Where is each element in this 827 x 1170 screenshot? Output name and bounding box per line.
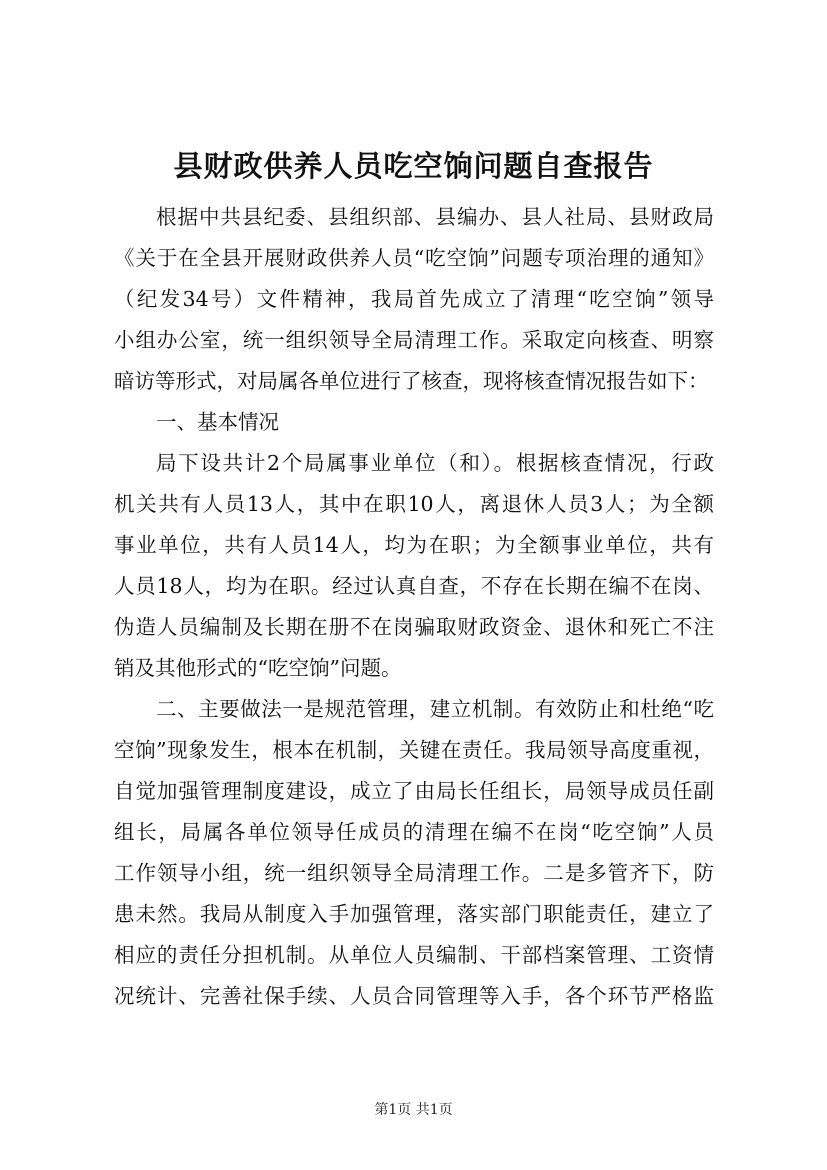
document-body (114, 197, 714, 1017)
text-line: 伪造人员编制及长期在册不在岗骗取财政资金、退休和死亡不注 (114, 615, 714, 639)
text-line: 工作领导小组，统一组织领导全局清理工作。二是多管齐下，防 (114, 861, 714, 885)
text-line: 二、主要做法一是规范管理，建立机制。有效防止和杜绝“吃 (156, 697, 714, 721)
text-line: 事业单位，共有人员14人，均为在职；为全额事业单位，共有 (114, 533, 714, 557)
text-line: 《关于在全县开展财政供养人员“吃空饷”问题专项治理的通知》 (114, 246, 714, 270)
text-line: 相应的责任分担机制。从单位人员编制、干部档案管理、工资情 (114, 943, 714, 967)
text-line: 销及其他形式的“吃空饷”问题。 (114, 656, 402, 680)
section-heading: 一、基本情况 (156, 410, 279, 434)
text-line: 自觉加强管理制度建设，成立了由局长任组长，局领导成员任副 (114, 779, 714, 803)
text-line: 机关共有人员13人，其中在职10人，离退休人员3人；为全额 (114, 492, 714, 516)
text-line: 人员18人，均为在职。经过认真自查，不存在长期在编不在岗、 (114, 574, 714, 598)
text-line: 根据中共县纪委、县组织部、县编办、县人社局、县财政局 (156, 205, 714, 229)
text-line: 小组办公室，统一组织领导全局清理工作。采取定向核查、明察 (114, 328, 714, 352)
page-footer: 第1页 共1页 (374, 1102, 453, 1118)
text-line: 况统计、完善社保手续、人员合同管理等入手，各个环节严格监 (114, 984, 714, 1008)
text-line: （纪发34号）文件精神，我局首先成立了清理“吃空饷”领导 (114, 287, 714, 311)
text-line: 患未然。我局从制度入手加强管理，落实部门职能责任，建立了 (114, 902, 714, 926)
text-line: 暗访等形式，对局属各单位进行了核查，现将核查情况报告如下： (114, 369, 709, 393)
text-line: 局下设共计2个局属事业单位（和）。根据核查情况，行政 (156, 451, 714, 475)
text-line: 组长，局属各单位领导任成员的清理在编不在岗“吃空饷”人员 (114, 820, 714, 844)
document-title: 县财政供养人员吃空饷问题自查报告 (173, 149, 654, 183)
text-line: 空饷”现象发生，根本在机制，关键在责任。我局领导高度重视， (114, 738, 714, 762)
